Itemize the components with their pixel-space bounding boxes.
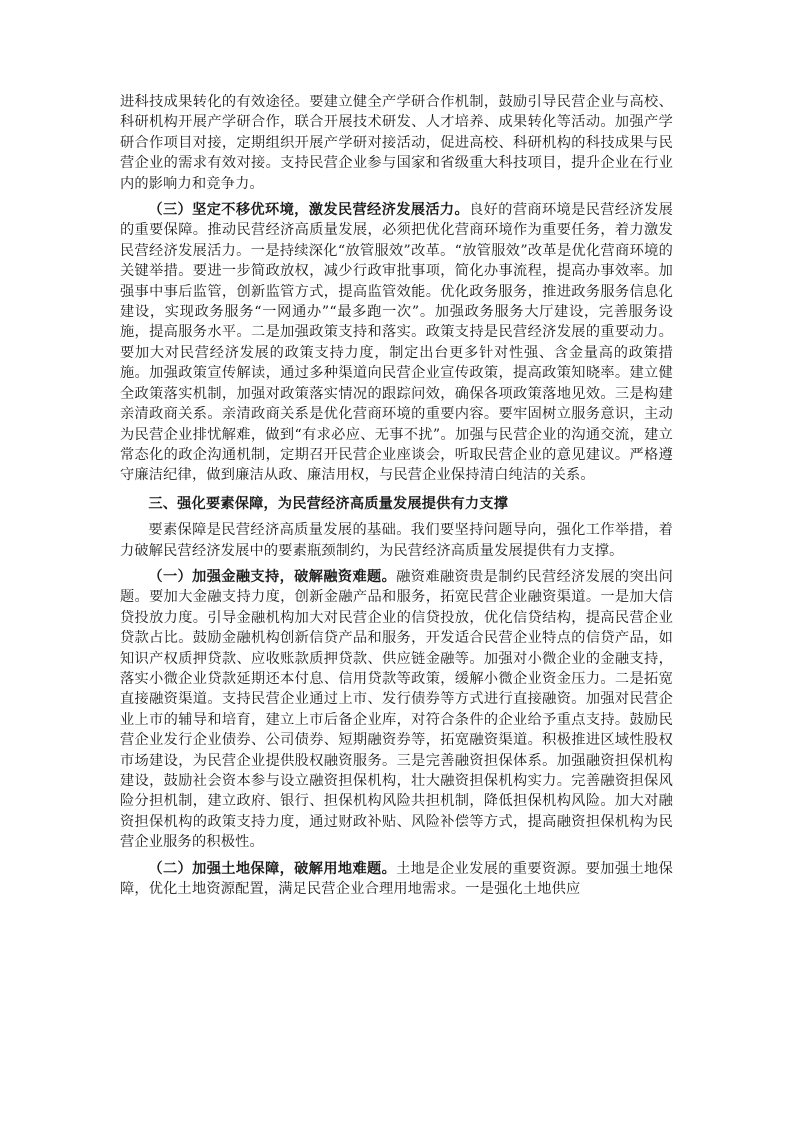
paragraph-finance xyxy=(120,567,673,853)
section-heading xyxy=(120,494,673,514)
paragraph-text: 良好的营商环境是民营经济发展的重要保障。推动民营经济高质量发展，必须把优化营商环境作为重要任务，着力激发民营经济发展活力。一是持续深化“放管服效”改革。“放管服效”改革是优化营商环境的关键举措。要进一步简政放权，减少行政审批事项，简化办事流程，提高办事效率。加强事中事后监管，创新监管方式，提高监管效能。优化政务服务，推进政务服务信息化建设，实现政务服务“一网通办”“最多跑一次”。加强政务服务大厅建设，完善服务设施，提高服务水平。二是加强政策支持和落实。政策支持是民营经济发展的重要动力。要加大对民营经济发展的政策支持力度，制定出台更多针对性强、含金量高的政策措施。加强政策宣传解读，通过多种渠道向民营企业宣传政策，提高政策知晓率。建立健全政策落实机制，加强对政策落实情况的跟踪问效，确保各项政策落地见效。三是构建亲清政商关系。亲清政商关系是优化营商环境的重要内容。要牢固树立服务意识，主动为民营企业排忧解难，做到“有求必应、无事不扰”。加强与民营企业的沟通交流，建立常态化的政企沟通机制，定期召开民营企业座谈会，听取民营企业的意见建议。严格遵守廉洁纪律，做到廉洁从政、廉洁用权，与民营企业保持清白纯洁的关系。 xyxy=(120,202,673,484)
paragraph-text: 进科技成果转化的有效途径。要建立健全产学研合作机制，鼓励引导民营企业与高校、科研机构开展产学研合作，联合开展技术研发、人才培养、成果转化等活动。加强产学研合作项目对接，定期组织开展产学研对接活动，促进高校、科研机构的科技成果与民营企业的需求有效对接。支持民营企业参与国家和省级重大科技项目，提升企业在行业内的影响力和竞争力。 xyxy=(120,94,673,192)
document-body xyxy=(120,92,673,899)
paragraph-text: 土地是企业发展的重要资源。要加强土地保障，优化土地资源配置，满足民营企业合理用地需求。一是强化土地供应 xyxy=(120,860,673,898)
paragraph-intro xyxy=(120,520,673,561)
paragraph-lead-heading: （三）坚定不移优环境，激发民营经济发展活力。 xyxy=(148,202,470,219)
paragraph-environment xyxy=(120,200,673,486)
paragraph-text: 融资难融资贵是制约民营经济发展的突出问题。要加大金融支持力度，创新金融产品和服务，拓宽民营企业融资渠道。一是加大信贷投放力度。引导金融机构加大对民营企业的信贷投放，优化信贷结构，提高民营企业贷款占比。鼓励金融机构创新信贷产品和服务，开发适合民营企业特点的信贷产品，如知识产权质押贷款、应收账款质押贷款、供应链金融等。加强对小微企业的金融支持，落实小微企业贷款延期还本付息、信用贷款等政策，缓解小微企业资金压力。二是拓宽直接融资渠道。支持民营企业通过上市、发行债券等方式进行直接融资。加强对民营企业上市的辅导和培育，建立上市后备企业库，对符合条件的企业给予重点支持。鼓励民营企业发行企业债券、公司债券、短期融资券等，拓宽融资渠道。积极推进区域性股权市场建设，为民营企业提供股权融资服务。三是完善融资担保体系。加强融资担保机构建设，鼓励社会资本参与设立融资担保机构，壮大融资担保机构实力。完善融资担保风险分担机制，建立政府、银行、担保机构风险共担机制，降低担保机构风险。加大对融资担保机构的政策支持力度，通过财政补贴、风险补偿等方式，提高融资担保机构为民营企业服务的积极性。 xyxy=(120,568,673,851)
paragraph-continuation xyxy=(120,92,673,194)
paragraph-text: 要素保障是民营经济高质量发展的基础。我们要坚持问题导向，强化工作举措，着力破解民营经济发展中的要素瓶颈制约，为民营经济高质量发展提供有力支撑。 xyxy=(120,522,673,559)
paragraph-land xyxy=(120,859,673,900)
section-title: 三、强化要素保障，为民营经济高质量发展提供有力支撑 xyxy=(148,495,509,512)
paragraph-lead-heading: （二）加强土地保障，破解用地难题。 xyxy=(148,860,397,877)
paragraph-lead-heading: （一）加强金融支持，破解融资难题。 xyxy=(148,568,397,585)
